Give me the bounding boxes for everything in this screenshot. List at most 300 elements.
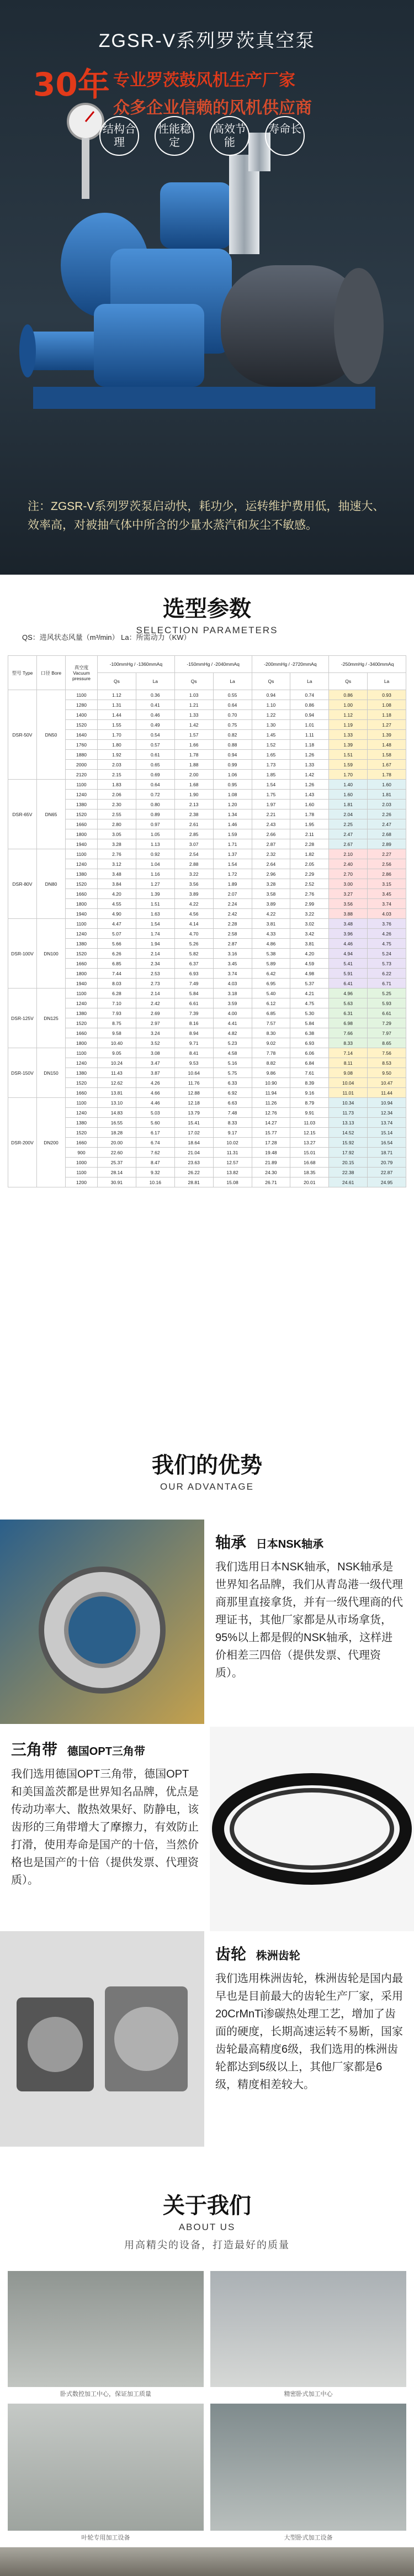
value-cell: 8.33 (329, 1038, 368, 1048)
value-cell: 2.87 (213, 939, 252, 949)
table-row (8, 939, 406, 949)
value-cell: 4.75 (290, 998, 329, 1008)
table-row (8, 1008, 406, 1018)
value-cell: 2.52 (290, 879, 329, 889)
value-cell: 9.50 (368, 1068, 406, 1078)
header-group: -250mmHg / -3400mmAq (329, 656, 406, 673)
value-cell: 5.40 (252, 989, 290, 998)
value-cell: 9.58 (98, 1028, 136, 1038)
value-cell: 10.16 (136, 1177, 174, 1187)
value-cell: 3.74 (368, 899, 406, 909)
speed-cell: 1520 (66, 949, 98, 959)
value-cell: 1.59 (329, 760, 368, 770)
value-cell: 5.23 (213, 1038, 252, 1048)
speed-cell: 1880 (66, 750, 98, 760)
value-cell: 3.76 (368, 919, 406, 929)
value-cell: 5.89 (252, 959, 290, 969)
value-cell: 10.02 (213, 1138, 252, 1148)
value-cell: 1.94 (136, 939, 174, 949)
value-cell: 1.46 (213, 819, 252, 829)
value-cell: 22.60 (98, 1148, 136, 1158)
value-cell: 16.54 (368, 1138, 406, 1148)
model-cell: DSR-125V (8, 989, 37, 1048)
value-cell: 6.42 (252, 969, 290, 979)
speed-cell: 1520 (66, 1078, 98, 1088)
value-cell: 1.10 (252, 700, 290, 710)
value-cell: 1.21 (174, 700, 213, 710)
value-cell: 28.81 (174, 1177, 213, 1187)
table-row (8, 730, 406, 740)
table-row (8, 1138, 406, 1148)
value-cell: 21.04 (174, 1148, 213, 1158)
value-cell: 2.55 (98, 809, 136, 819)
slogan-line-1: 专业罗茨鼓风机生产厂家 (113, 71, 295, 90)
value-cell: 6.41 (329, 979, 368, 989)
value-cell: 5.38 (252, 949, 290, 959)
value-cell: 3.59 (213, 998, 252, 1008)
model-cell: DSR-65V (8, 780, 37, 849)
value-cell: 15.14 (368, 1128, 406, 1138)
value-cell: 2.27 (368, 849, 406, 859)
table-row (8, 690, 406, 700)
value-cell: 13.79 (174, 1108, 213, 1118)
table-row (8, 979, 406, 989)
table-row (8, 720, 406, 730)
value-cell: 0.86 (329, 690, 368, 700)
value-cell: 17.28 (252, 1138, 290, 1148)
value-cell: 6.93 (290, 1038, 329, 1048)
hero-section (0, 0, 414, 575)
value-cell: 7.93 (98, 1008, 136, 1018)
belt-photo (210, 1727, 414, 1931)
value-cell: 2.28 (213, 919, 252, 929)
table-row (8, 1038, 406, 1048)
value-cell: 3.84 (98, 879, 136, 889)
value-cell: 1.34 (213, 809, 252, 819)
value-cell: 8.11 (329, 1058, 368, 1068)
photo-caption: 精密卧式加工中心 (284, 2391, 333, 2398)
value-cell: 1.65 (252, 750, 290, 760)
value-cell: 2.47 (329, 829, 368, 839)
speed-cell: 1800 (66, 899, 98, 909)
value-cell: 20.79 (368, 1158, 406, 1168)
table-row (8, 949, 406, 959)
value-cell: 5.37 (290, 979, 329, 989)
value-cell: 13.81 (98, 1088, 136, 1098)
value-cell: 1.70 (329, 770, 368, 780)
value-cell: 18.64 (174, 1138, 213, 1148)
value-cell: 1.44 (98, 710, 136, 720)
value-cell: 1.54 (136, 919, 174, 929)
table-row (8, 740, 406, 750)
value-cell: 2.26 (368, 809, 406, 819)
hero-note: 注：ZGSR-V系列罗茨泵启动快，耗功少，运转维护费用低，抽速大、效率高，对被抽气体中所含的少量水蒸汽和灰尘不敏感。 (28, 500, 385, 532)
value-cell: 5.82 (174, 949, 213, 959)
value-cell: 6.95 (252, 979, 290, 989)
value-cell: 2.42 (136, 998, 174, 1008)
value-cell: 7.56 (368, 1048, 406, 1058)
value-cell: 4.96 (329, 989, 368, 998)
bore-cell: DN200 (37, 1098, 66, 1187)
value-cell: 8.75 (98, 1018, 136, 1028)
value-cell: 2.07 (213, 889, 252, 899)
bore-cell: DN150 (37, 1048, 66, 1098)
value-cell: 2.40 (329, 859, 368, 869)
value-cell: 25.37 (98, 1158, 136, 1168)
value-cell: 0.75 (213, 720, 252, 730)
value-cell: 21.89 (252, 1158, 290, 1168)
value-cell: 18.71 (368, 1148, 406, 1158)
speed-cell: 1520 (66, 879, 98, 889)
value-cell: 6.74 (136, 1138, 174, 1148)
value-cell: 10.94 (368, 1098, 406, 1108)
value-cell: 5.91 (329, 969, 368, 979)
value-cell: 11.31 (213, 1148, 252, 1158)
value-cell: 2.25 (329, 819, 368, 829)
value-cell: 3.12 (98, 859, 136, 869)
value-cell: 8.47 (136, 1158, 174, 1168)
table-row (8, 969, 406, 979)
value-cell: 7.97 (368, 1028, 406, 1038)
value-cell: 1.68 (174, 780, 213, 790)
speed-cell: 1240 (66, 790, 98, 800)
speed-cell: 1240 (66, 998, 98, 1008)
value-cell: 2.13 (174, 800, 213, 809)
value-cell: 3.22 (290, 909, 329, 919)
table-row (8, 760, 406, 770)
value-cell: 18.28 (98, 1128, 136, 1138)
value-cell: 4.58 (213, 1048, 252, 1058)
value-cell: 1.33 (174, 710, 213, 720)
value-cell: 6.12 (252, 998, 290, 1008)
belt-text: 我们选用德国OPT三角带，德国OPT和美国盖茨都是世界知名品牌，优点是传动功率大、散热效果好、防静电，该齿形的三角带增大了摩擦力，有效防止打滑，使用寿命是国产的十倍，当然价格也是国产的十倍（提供发票、代理资质）。 (11, 1768, 199, 1886)
value-cell: 8.53 (368, 1058, 406, 1068)
value-cell: 2.87 (252, 839, 290, 849)
value-cell: 4.90 (98, 909, 136, 919)
value-cell: 1.82 (290, 849, 329, 859)
value-cell: 1.70 (98, 730, 136, 740)
value-cell: 9.17 (213, 1128, 252, 1138)
value-cell: 20.00 (98, 1138, 136, 1148)
value-cell: 2.97 (136, 1018, 174, 1028)
value-cell: 8.03 (98, 979, 136, 989)
value-cell: 1.60 (290, 800, 329, 809)
value-cell: 8.30 (252, 1028, 290, 1038)
value-cell: 2.29 (290, 869, 329, 879)
table-row (8, 1068, 406, 1078)
table-row (8, 989, 406, 998)
speed-cell: 1240 (66, 1108, 98, 1118)
value-cell: 26.22 (174, 1168, 213, 1177)
value-cell: 5.03 (136, 1108, 174, 1118)
value-cell: 11.73 (329, 1108, 368, 1118)
value-cell: 2.15 (98, 770, 136, 780)
value-cell: 0.70 (213, 710, 252, 720)
bore-cell: DN65 (37, 780, 66, 849)
params-table-body (8, 690, 406, 1187)
speed-cell: 1100 (66, 919, 98, 929)
value-cell: 0.93 (368, 690, 406, 700)
bore-cell: DN100 (37, 919, 66, 989)
params-table (8, 655, 406, 1187)
value-cell: 0.64 (136, 780, 174, 790)
table-row (8, 839, 406, 849)
value-cell: 3.15 (368, 879, 406, 889)
value-cell: 1.75 (252, 790, 290, 800)
header-group: -150mmHg / -2040mmAq (174, 656, 252, 673)
value-cell: 3.24 (136, 1028, 174, 1038)
value-cell: 3.58 (252, 889, 290, 899)
speed-cell: 900 (66, 1148, 98, 1158)
value-cell: 7.78 (252, 1048, 290, 1058)
value-cell: 20.15 (329, 1158, 368, 1168)
params-subtitle: SELECTION PARAMETERS (136, 625, 278, 635)
value-cell: 12.57 (213, 1158, 252, 1168)
value-cell: 1.80 (98, 740, 136, 750)
value-cell: 4.82 (213, 1028, 252, 1038)
value-cell: 4.41 (213, 1018, 252, 1028)
value-cell: 9.32 (136, 1168, 174, 1177)
value-cell: 0.54 (136, 730, 174, 740)
value-cell: 1.89 (213, 879, 252, 889)
value-cell: 1.20 (213, 800, 252, 809)
value-cell: 6.31 (329, 1008, 368, 1018)
table-row (8, 1158, 406, 1168)
speed-cell: 2000 (66, 760, 98, 770)
value-cell: 7.10 (98, 998, 136, 1008)
value-cell: 7.49 (174, 979, 213, 989)
value-cell: 7.66 (329, 1028, 368, 1038)
value-cell: 10.40 (98, 1038, 136, 1048)
value-cell: 3.27 (329, 889, 368, 899)
value-cell: 11.26 (252, 1098, 290, 1108)
value-cell: 15.01 (290, 1148, 329, 1158)
value-cell: 5.07 (98, 929, 136, 939)
value-cell: 3.52 (136, 1038, 174, 1048)
speed-cell: 1800 (66, 1038, 98, 1048)
value-cell: 1.27 (136, 879, 174, 889)
feature-badge: 高效节能 (210, 116, 250, 156)
header-group: -100mmHg / -1360mmAq (98, 656, 175, 673)
value-cell: 9.86 (252, 1068, 290, 1078)
value-cell: 2.32 (252, 849, 290, 859)
value-cell: 2.66 (252, 829, 290, 839)
value-cell: 4.03 (213, 979, 252, 989)
value-cell: 11.94 (252, 1088, 290, 1098)
feature-badge: 寿命长 (265, 116, 305, 156)
gear-text: 我们选用株洲齿轮，株洲齿轮是国内最早也是目前最大的齿轮生产厂家，采用20CrMnTi渗碳热处理工艺，增加了齿面的硬度，长期高速运转不易断，国家齿轮最高精度6级，我们选用的株洲齿轮都达到5级以上，其他厂家都是6级，精度相差较大。 (215, 1973, 403, 2091)
speed-cell: 1100 (66, 989, 98, 998)
value-cell: 6.85 (252, 1008, 290, 1018)
value-cell: 15.77 (252, 1128, 290, 1138)
speed-cell: 1660 (66, 819, 98, 829)
value-cell: 0.55 (213, 690, 252, 700)
model-cell: DSR-50V (8, 690, 37, 780)
speed-cell: 1660 (66, 1088, 98, 1098)
value-cell: 3.05 (98, 829, 136, 839)
value-cell: 3.89 (252, 899, 290, 909)
value-cell: 26.71 (252, 1177, 290, 1187)
value-cell: 3.02 (290, 919, 329, 929)
value-cell: 1.51 (329, 750, 368, 760)
value-cell: 2.21 (252, 809, 290, 819)
value-cell: 1.22 (252, 710, 290, 720)
value-cell: 6.92 (213, 1088, 252, 1098)
value-cell: 11.01 (329, 1088, 368, 1098)
table-row (8, 750, 406, 760)
table-row (8, 800, 406, 809)
value-cell: 1.26 (290, 780, 329, 790)
value-cell: 2.14 (136, 949, 174, 959)
value-cell: 7.44 (98, 969, 136, 979)
value-cell: 4.46 (329, 939, 368, 949)
table-row (8, 829, 406, 839)
value-cell: 9.16 (290, 1088, 329, 1098)
value-cell: 5.73 (368, 959, 406, 969)
value-cell: 2.42 (213, 909, 252, 919)
value-cell: 3.22 (174, 869, 213, 879)
value-cell: 5.24 (368, 949, 406, 959)
speed-cell: 1520 (66, 1018, 98, 1028)
value-cell: 4.66 (136, 1088, 174, 1098)
value-cell: 9.05 (98, 1048, 136, 1058)
speed-cell: 1380 (66, 869, 98, 879)
value-cell: 0.72 (136, 790, 174, 800)
value-cell: 1.03 (174, 690, 213, 700)
about-subtitle: ABOUT US (178, 2222, 236, 2232)
value-cell: 1.92 (98, 750, 136, 760)
value-cell: 8.82 (252, 1058, 290, 1068)
value-cell: 4.26 (136, 1078, 174, 1088)
value-cell: 3.42 (290, 929, 329, 939)
value-cell: 2.00 (174, 770, 213, 780)
speed-cell: 1660 (66, 1028, 98, 1038)
value-cell: 1.05 (136, 829, 174, 839)
value-cell: 0.94 (213, 750, 252, 760)
value-cell: 1.30 (252, 720, 290, 730)
value-cell: 4.94 (329, 949, 368, 959)
params-legend: QS：进风状态风量（m³/min） La：所需动力（KW） (22, 633, 191, 642)
gear-block (0, 1931, 414, 2147)
table-row (8, 869, 406, 879)
value-cell: 0.36 (136, 690, 174, 700)
speed-cell: 1100 (66, 690, 98, 700)
value-cell: 1.63 (136, 909, 174, 919)
value-cell: 1.67 (368, 760, 406, 770)
value-cell: 3.88 (329, 909, 368, 919)
value-cell: 1.08 (213, 790, 252, 800)
value-cell: 6.85 (98, 959, 136, 969)
header-qs: Qs (174, 673, 213, 690)
value-cell: 3.89 (174, 889, 213, 899)
value-cell: 0.74 (290, 690, 329, 700)
value-cell: 3.48 (98, 869, 136, 879)
speed-cell: 1940 (66, 979, 98, 989)
value-cell: 0.65 (136, 760, 174, 770)
value-cell: 2.85 (174, 829, 213, 839)
value-cell: 1.52 (252, 740, 290, 750)
table-row (8, 1148, 406, 1158)
model-cell: DSR-100V (8, 919, 37, 989)
value-cell: 1.73 (252, 760, 290, 770)
speed-cell: 1100 (66, 1048, 98, 1058)
value-cell: 2.11 (290, 829, 329, 839)
value-cell: 4.56 (174, 909, 213, 919)
value-cell: 2.24 (213, 899, 252, 909)
speed-cell: 1520 (66, 809, 98, 819)
bore-cell: DN80 (37, 849, 66, 919)
value-cell: 10.24 (98, 1058, 136, 1068)
value-cell: 4.86 (252, 939, 290, 949)
value-cell: 3.81 (252, 919, 290, 929)
value-cell: 6.61 (174, 998, 213, 1008)
hero-title: ZGSR-V系列罗茨真空泵 (98, 30, 316, 51)
value-cell: 1.26 (290, 750, 329, 760)
value-cell: 6.93 (174, 969, 213, 979)
speed-cell: 1800 (66, 829, 98, 839)
value-cell: 1.85 (252, 770, 290, 780)
value-cell: 12.15 (290, 1128, 329, 1138)
speed-cell: 1940 (66, 909, 98, 919)
value-cell: 3.81 (290, 939, 329, 949)
value-cell: 6.98 (329, 1018, 368, 1028)
value-cell: 0.94 (290, 710, 329, 720)
speed-cell: 1380 (66, 1008, 98, 1018)
speed-cell: 2120 (66, 770, 98, 780)
table-row (8, 700, 406, 710)
value-cell: 6.63 (213, 1098, 252, 1108)
speed-cell: 1100 (66, 1168, 98, 1177)
value-cell: 18.35 (290, 1168, 329, 1177)
value-cell: 3.96 (329, 929, 368, 939)
value-cell: 3.45 (368, 889, 406, 899)
value-cell: 2.58 (213, 929, 252, 939)
factory-photo (8, 2271, 204, 2387)
factory-photo (0, 2547, 414, 2576)
value-cell: 1.97 (252, 800, 290, 809)
value-cell: 1.40 (329, 780, 368, 790)
speed-cell: 1280 (66, 700, 98, 710)
bore-cell: DN125 (37, 989, 66, 1048)
bearing-text: 我们选用日本NSK轴承，NSK轴承是世界知名品牌，我们从青岛港一级代理商那里直接拿货，并有一级代理商的代理证书，其他厂家都是从市场拿货，95%以上都是假的NSK轴承，这样进价相差三四倍（提供发票、代理资质）。 (215, 1561, 403, 1679)
value-cell: 1.78 (174, 750, 213, 760)
speed-cell: 1100 (66, 849, 98, 859)
header-la: La (368, 673, 406, 690)
speed-cell: 1380 (66, 800, 98, 809)
value-cell: 8.16 (174, 1018, 213, 1028)
value-cell: 1.43 (290, 790, 329, 800)
about-title: 关于我们 (163, 2194, 251, 2218)
table-row (8, 1018, 406, 1028)
value-cell: 0.88 (213, 740, 252, 750)
value-cell: 2.88 (174, 859, 213, 869)
value-cell: 2.38 (174, 809, 213, 819)
value-cell: 3.00 (329, 879, 368, 889)
value-cell: 16.68 (290, 1158, 329, 1168)
value-cell: 5.16 (213, 1058, 252, 1068)
value-cell: 14.27 (252, 1118, 290, 1128)
table-row (8, 849, 406, 859)
header-qs: Qs (98, 673, 136, 690)
table-row (8, 998, 406, 1008)
about-tagline: 用高精尖的设备，打造最好的质量 (124, 2239, 290, 2251)
gear-heading: 齿轮 株洲齿轮 (215, 1946, 300, 1963)
value-cell: 1.00 (329, 700, 368, 710)
value-cell: 0.80 (136, 800, 174, 809)
value-cell: 12.18 (174, 1098, 213, 1108)
factory-photo (210, 2271, 406, 2387)
value-cell: 2.03 (98, 760, 136, 770)
